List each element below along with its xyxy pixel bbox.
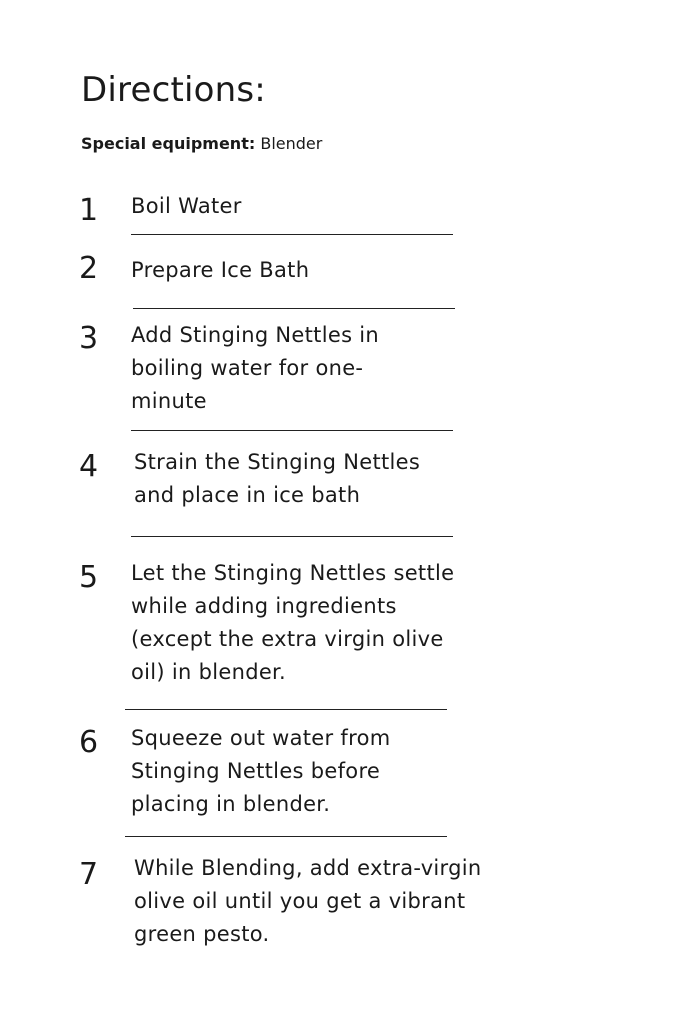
step-number-4: 4 (79, 449, 99, 484)
step-number-1: 1 (79, 193, 99, 228)
step-text-7: While Blending, add extra-virgin olive oil until you get a vibrant green pesto. (134, 856, 482, 946)
step-number-7: 7 (79, 857, 99, 892)
step-divider-6 (125, 836, 447, 837)
step-text-6: Squeeze out water from Stinging Nettles before placing in blender. (131, 726, 391, 816)
step-divider-3 (131, 430, 453, 431)
step-text-1: Boil Water (131, 194, 242, 218)
step-number-2: 2 (79, 251, 99, 286)
equipment-value: Blender (260, 134, 323, 153)
step-divider-5 (125, 709, 447, 710)
step-text-2: Prepare Ice Bath (131, 258, 310, 282)
step-divider-4 (131, 536, 453, 537)
step-divider-1 (131, 234, 453, 235)
equipment-label: Special equipment: (81, 134, 256, 153)
step-number-5: 5 (79, 560, 99, 595)
step-divider-2 (133, 308, 455, 309)
step-number-3: 3 (79, 321, 99, 356)
step-text-3: Add Stinging Nettles in boiling water for one-minute (131, 323, 380, 413)
step-text-4: Strain the Stinging Nettles and place in ice bath (134, 450, 421, 507)
step-text-5: Let the Stinging Nettles settle while adding ingredients (except the extra virgin olive oil) in blender. (131, 561, 455, 684)
page-title: Directions: (81, 70, 266, 110)
special-equipment (81, 134, 322, 154)
step-number-6: 6 (79, 725, 99, 760)
